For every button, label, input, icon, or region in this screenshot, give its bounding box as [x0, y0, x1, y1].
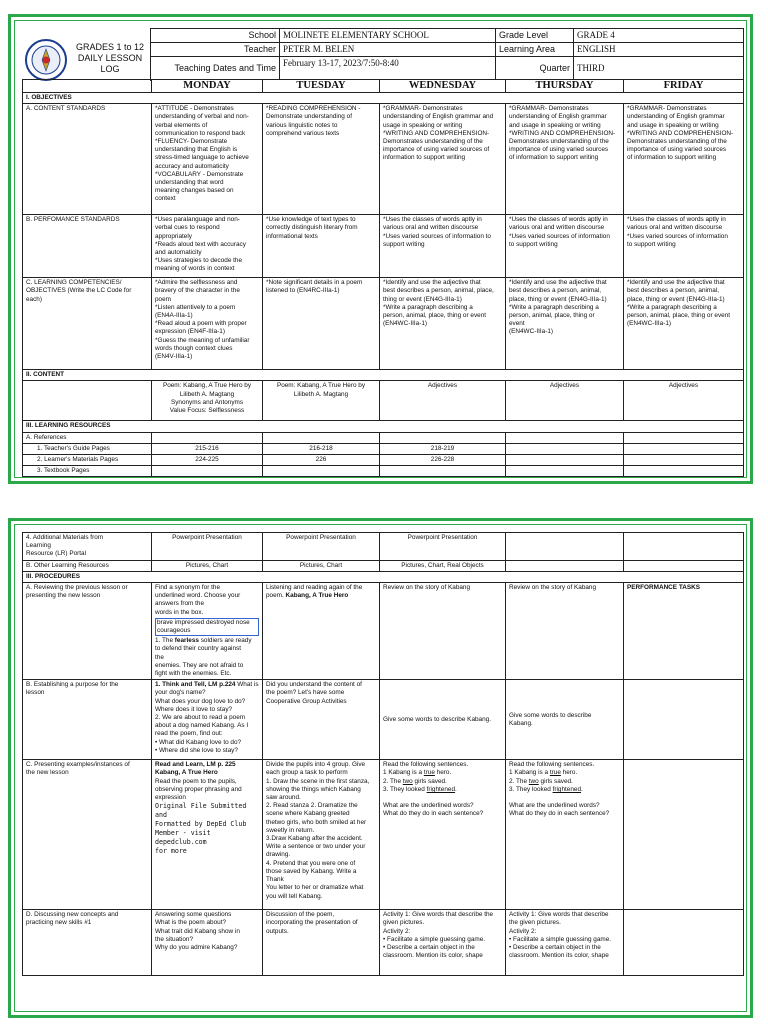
- cell-discussing-wed: Activity 1: Give words that describe the given pictures. Activity 2: • Facilitate a simple guessing game. • Describe a certain object in the classroom. Mention its color, shape: [380, 910, 506, 976]
- day-tuesday: TUESDAY: [263, 80, 380, 93]
- cell-content-tue: Poem: Kabang, A True Hero by Lilibeth A. Magtang: [263, 381, 380, 421]
- cell-competencies-tue: *Note significant details in a poem listened to (EN4RC-IIIa-1): [263, 278, 380, 370]
- row-label-additional-materials: 4. Additional Materials from Learning Resource (LR) Portal: [23, 533, 152, 561]
- cell-review-fri: PERFORMANCE TASKS: [624, 583, 744, 680]
- cell-lm-mon: 224-225: [152, 455, 263, 466]
- cell-discussing-tue: Discussion of the poem, incorporating the presentation of outputs.: [263, 910, 380, 976]
- cell-lm-wed: 226-228: [380, 455, 506, 466]
- cell-other-tue: Pictures, Chart: [263, 560, 380, 571]
- cell-competencies-fri: *Identify and use the adjective that best describes a person, animal, place, thing or event (EN4G-IIIa-1) *Write a paragraph describing a person, animal, place, thing or event (EN4WC-IIIa-1): [624, 278, 744, 370]
- dll-table-page-2: [22, 532, 744, 976]
- section-learning-resources: III. LEARNING RESOURCES: [23, 421, 744, 432]
- cell-review-wed: Review on the story of Kabang: [380, 583, 506, 680]
- school-value: MOLINETE ELEMENTARY SCHOOL: [280, 29, 496, 43]
- teacher-value: PETER M. BELEN: [280, 43, 496, 57]
- section-procedures: III. PROCEDURES: [23, 571, 744, 582]
- cell-tg-thu: [506, 443, 624, 454]
- cell-content-standards-mon: *ATTITUDE - Demonstrates understanding of verbal and non- verbal elements of communication to respond back *FLUENCY- Demonstrate understanding that English is stress-timed language to achieve accuracy and automaticity *VOCABULARY - Demonstrate understanding that word meaning changes based on context: [152, 104, 263, 215]
- word-box: brave impressed destroyed nose courageous: [155, 618, 259, 636]
- day-wednesday: WEDNESDAY: [380, 80, 506, 93]
- underlined-word-fearless: fearless: [174, 637, 199, 645]
- section-objectives: I. OBJECTIVES: [23, 93, 744, 104]
- cell-purpose-thu: Give some words to describe Kabang.: [506, 680, 624, 760]
- row-label-discussing: D. Discussing new concepts and practicing new skills #1: [23, 910, 152, 976]
- cell-other-wed: Pictures, Chart, Real Objects: [380, 560, 506, 571]
- cell-review-tue: Listening and reading again of the poem. Kabang, A True Hero: [263, 583, 380, 680]
- depedclub-note: Original File Submitted and Formatted by DepEd Club Member - visit depedclub.com for more: [155, 802, 247, 856]
- row-label-performance-standards: B. PERFOMANCE STANDARDS: [23, 215, 152, 278]
- cell-examples-wed: Read the following sentences. 1 Kabang is a true hero. 2. The two girls saved. 3. They looked frightened. What are the underlined words? What do they do in each sentence?: [380, 760, 506, 910]
- cell-tg-fri: [624, 443, 744, 454]
- cell-performance-standards-mon: *Uses paralanguage and non- verbal cues to respond appropriately *Reads aloud text with accuracy and automaticity *Uses strategies to decode the meaning of words in context: [152, 215, 263, 278]
- quarter-label: Quarter: [496, 57, 574, 81]
- cell-additional-tue: Powerpoint Presentation: [263, 533, 380, 561]
- cell-additional-mon: Powerpoint Presentation: [152, 533, 263, 561]
- row-label-textbook: 3. Textbook Pages: [23, 466, 152, 477]
- day-friday: FRIDAY: [624, 80, 744, 93]
- review-mon-sentence: 1. The fearless soldiers are ready to defend their country against the enemies. They are not afraid to fight with the enemies. Etc.: [155, 637, 252, 678]
- cell-performance-standards-tue: *Use knowledge of text types to correctly distinguish literary from informational texts: [263, 215, 380, 278]
- review-mon-instructions: Find a synonym for the underlined word. Choose your answers from the words in the box.: [155, 584, 241, 616]
- cell-competencies-mon: *Admire the selflessness and bravery of the character in the poem *Listen attentively to a poem (EN4A-IIIa-1) *Read aloud a poem with proper expression (EN4F-IIIa-1) *Guess the meaning of unfamiliar words though context clues (EN4V-IIIa-1): [152, 278, 263, 370]
- cell-examples-tue: Divide the pupils into 4 group. Give each group a task to perform 1. Draw the scene in the first stanza, showing the things which Kabang saw around. 2. Read stanza 2. Dramatize the scene where Kabang greeted thetwo girls, who both smiled at her sweetly in return. 3.Draw Kabang after the accident. Write a sentence or two under your drawing. 4. Pretend that you were one of those saved by Kabang. Write a Thank You letter to her or dramatize what you will tell Kabang.: [263, 760, 380, 910]
- cell-performance-standards-fri: *Uses the classes of words aptly in various oral and written discourse *Uses varied sources of information to support writing: [624, 215, 744, 278]
- cell-examples-mon: Read and Learn, LM p. 225 Kabang, A True Hero Read the poem to the pupils, observing proper phrasing and expression Original File Submitted and Formatted by DepEd Club Member - visit depedclub.com for more: [152, 760, 263, 910]
- teacher-label: Teacher: [151, 43, 280, 57]
- dll-title: GRADES 1 to 12 DAILY LESSON LOG: [75, 42, 145, 74]
- deped-seal-icon: [24, 38, 68, 82]
- school-label: School: [151, 29, 280, 43]
- dates-value: February 13-17, 2023/7:50-8:40: [280, 57, 496, 81]
- cell-content-standards-tue: *READING COMPREHENSION - Demonstrate understanding of various linguistic notes to comprehend various texts: [263, 104, 380, 215]
- cell-additional-wed: Powerpoint Presentation: [380, 533, 506, 561]
- grade-level-label: Grade Level: [496, 29, 574, 43]
- cell-review-thu: Review on the story of Kabang: [506, 583, 624, 680]
- row-label-teachers-guide: 1. Teacher's Guide Pages: [23, 443, 152, 454]
- cell-lm-fri: [624, 455, 744, 466]
- row-label-purpose: B. Establishing a purpose for the lesson: [23, 680, 152, 760]
- poem-title: Kabang, A True Hero: [285, 592, 349, 600]
- cell-discussing-mon: Answering some questions What is the poem about? What trait did Kabang show in the situation? Why do you admire Kabang?: [152, 910, 263, 976]
- cell-content-standards-wed: *GRAMMAR- Demonstrates understanding of English grammar and usage in speaking or writing *WRITING AND COMPREHENSION- Demonstrates understanding of the importance of using varied sources of information to support writing: [380, 104, 506, 215]
- cell-performance-standards-thu: *Uses the classes of words aptly in various oral and written discourse *Uses varied sources of information to support writing: [506, 215, 624, 278]
- cell-performance-standards-wed: *Uses the classes of words aptly in various oral and written discourse *Uses varied sources of information to support writing: [380, 215, 506, 278]
- cell-content-fri: Adjectives: [624, 381, 744, 421]
- row-label-references: A. References: [23, 432, 152, 443]
- day-thursday: THURSDAY: [506, 80, 624, 93]
- row-label-other-resources: B. Other Learning Resources: [23, 560, 152, 571]
- cell-competencies-thu: *Identify and use the adjective that best describes a person, animal, place, thing or event (EN4G-IIIa-1) *Write a paragraph describing a person, animal, place, thing or event (EN4WC-IIIa-1): [506, 278, 624, 370]
- cell-other-thu: [506, 560, 624, 571]
- row-label-reviewing: A. Reviewing the previous lesson or presenting the new lesson: [23, 583, 152, 680]
- cell-discussing-thu: Activity 1: Give words that describe the given pictures. Activity 2: • Facilitate a simple guessing game. • Describe a certain object in the classroom. Mention its color, shape: [506, 910, 624, 976]
- cell-purpose-mon: 1. Think and Tell, LM p.224 What is your dog's name? What does your dog love to do? Where does it love to stay? 2. We are about to read a poem about a dog named Kabang. As I read the poem, find out: • What did Kabang love to do? • Where did she love to stay?: [152, 680, 263, 760]
- row-label-competencies: C. LEARNING COMPETENCIES/ OBJECTIVES (Write the LC Code for each): [23, 278, 152, 370]
- dll-table-page-1: [22, 79, 744, 477]
- quarter-value: THIRD: [574, 57, 744, 81]
- learning-area-label: Learning Area: [496, 43, 574, 57]
- cell-tg-tue: 216-218: [263, 443, 380, 454]
- cell-review-mon: [152, 583, 263, 680]
- cell-content-thu: Adjectives: [506, 381, 624, 421]
- cell-additional-thu: [506, 533, 624, 561]
- cell-competencies-wed: *Identify and use the adjective that best describes a person, animal, place, thing or event (EN4G-IIIa-1) *Write a paragraph describing a person, animal, place, thing or event (EN4WC-IIIa-1): [380, 278, 506, 370]
- cell-lm-tue: 226: [263, 455, 380, 466]
- dates-label: Teaching Dates and Time: [151, 57, 280, 81]
- cell-other-fri: [624, 560, 744, 571]
- learning-area-value: ENGLISH: [574, 43, 744, 57]
- cell-other-mon: Pictures, Chart: [152, 560, 263, 571]
- cell-tg-mon: 215-216: [152, 443, 263, 454]
- cell-purpose-wed: Give some words to describe Kabang.: [380, 680, 506, 760]
- cell-purpose-tue: Did you understand the content of the poem? Let's have some Cooperative Group Activities: [263, 680, 380, 760]
- header-table: [150, 28, 744, 81]
- row-label-presenting-examples: C. Presenting examples/instances of the new lesson: [23, 760, 152, 910]
- cell-content-wed: Adjectives: [380, 381, 506, 421]
- cell-additional-fri: [624, 533, 744, 561]
- cell-content-mon: Poem: Kabang, A True Hero by Lilibeth A. Magtang Synonyms and Antonyms Value Focus: Selflessness: [152, 381, 263, 421]
- cell-content-standards-fri: *GRAMMAR- Demonstrates understanding of English grammar and usage in speaking or writing *WRITING AND COMPREHENSION- Demonstrates understanding of the importance of using varied sources of information to support writing: [624, 104, 744, 215]
- section-content: II. CONTENT: [23, 370, 744, 381]
- day-monday: MONDAY: [152, 80, 263, 93]
- cell-content-standards-thu: *GRAMMAR- Demonstrates understanding of English grammar and usage in speaking or writing *WRITING AND COMPREHENSION- Demonstrates understanding of the importance of using varied sources of information to support writing: [506, 104, 624, 215]
- cell-lm-thu: [506, 455, 624, 466]
- row-label-content-standards: A. CONTENT STANDARDS: [23, 104, 152, 215]
- cell-examples-thu: Read the following sentences. 1 Kabang is a true hero. 2. The two girls saved. 3. They looked frightened. What are the underlined words? What do they do in each sentence?: [506, 760, 624, 910]
- row-label-learners-materials: 2. Learner's Materials Pages: [23, 455, 152, 466]
- grade-level-value: GRADE 4: [574, 29, 744, 43]
- cell-tg-wed: 218-219: [380, 443, 506, 454]
